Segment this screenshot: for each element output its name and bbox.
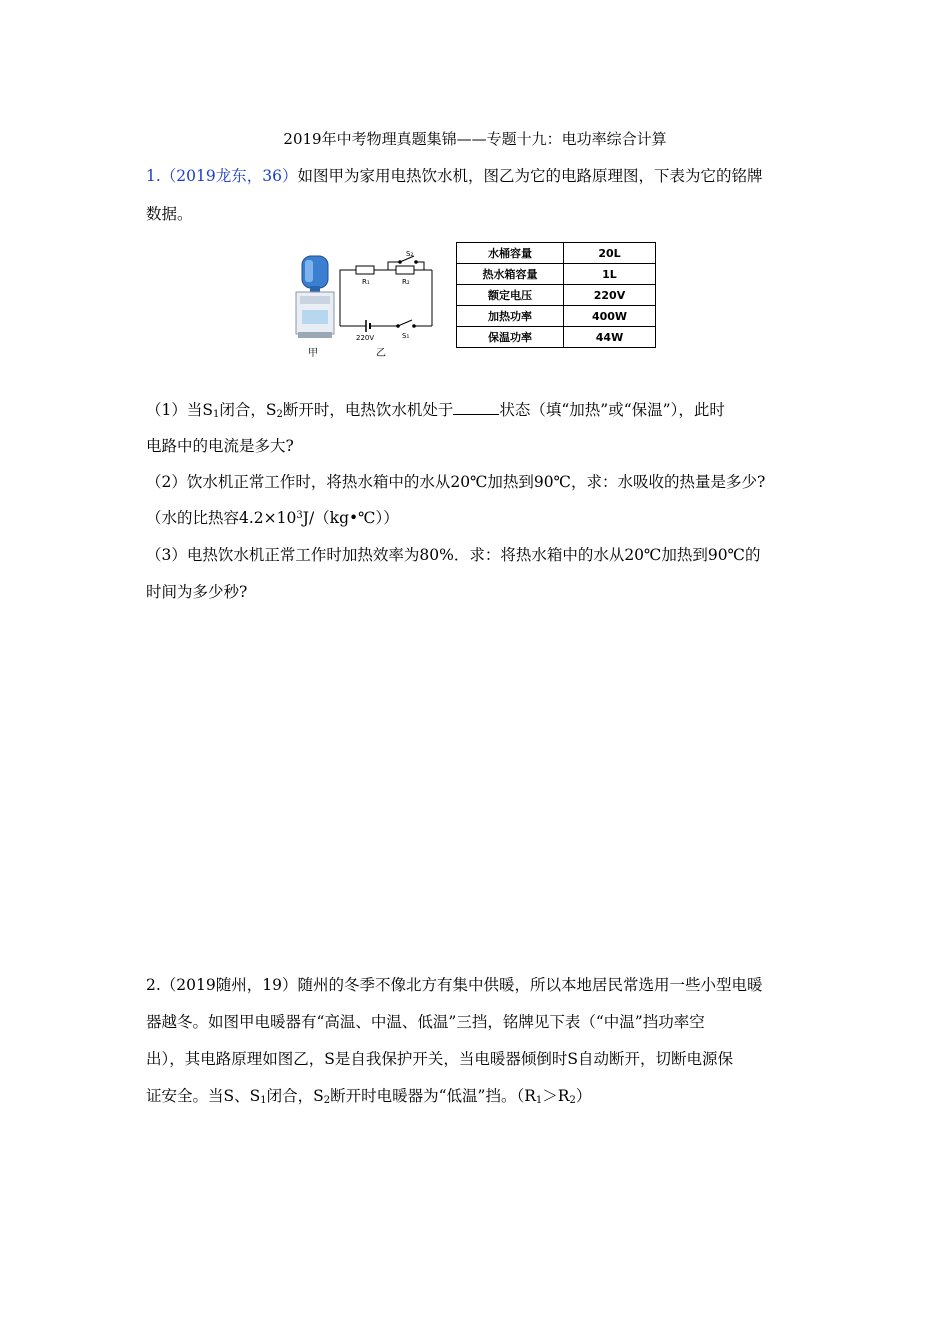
page-title: 2019年中考物理真题集锦——专题十九：电功率综合计算 xyxy=(283,130,667,148)
table-key: 热水箱容量 xyxy=(457,264,564,285)
label-jia: 甲 xyxy=(308,348,318,359)
table-row xyxy=(457,306,656,327)
q1-sub2-line2: （水的比热容$4.2\times 10^3J/(kg•℃)$） xyxy=(146,509,399,527)
q1-sub1-line2: 电路中的电流是多大? xyxy=(146,437,294,455)
q1-stem-text: 如图甲为家用电热饮水机，图乙为它的电路原理图，下表为它的铭牌 xyxy=(297,167,763,185)
q2-line1: 2.（2019随州，19）随州的冬季不像北方有集中供暖，所以本地居民常选用一些小型电暖 xyxy=(146,976,763,994)
nameplate-table xyxy=(456,242,656,348)
r1-label: R₁ xyxy=(362,278,370,286)
voltage-label: 220V xyxy=(356,334,375,342)
table-key: 保温功率 xyxy=(457,327,564,348)
q2-line4: 证安全。当S、$S_1$闭合，$S_2$断开时电暖器为“低温”挡。$(R_1>R_2)$ xyxy=(146,1087,592,1106)
q1-stem-line2: 数据。 xyxy=(146,205,193,223)
q1-figure xyxy=(290,242,670,362)
table-key: 额定电压 xyxy=(457,285,564,306)
table-key: 加热功率 xyxy=(457,306,564,327)
label-yi: 乙 xyxy=(376,348,386,359)
table-row xyxy=(457,264,656,285)
q2-line2: 器越冬。如图甲电暖器有“高温、中温、低温”三挡，铭牌见下表（“中温”挡功率空 xyxy=(146,1013,705,1031)
q1-sub1-line1: （1）当$S_1$闭合，$S_2$断开时，电热饮水机处于 状态（填“加热”或“保温”），此时 xyxy=(146,401,725,420)
s1-label: S₁ xyxy=(402,332,410,340)
table-row xyxy=(457,285,656,306)
q1-sub3-line2: 时间为多少秒? xyxy=(146,583,248,601)
table-key: 水桶容量 xyxy=(457,243,564,264)
q2-line3: 出），其电路原理如图乙，S是自我保护开关，当电暖器倾倒时S自动断开，切断电源保 xyxy=(146,1050,733,1068)
q1-source: 1.（2019龙东，36） xyxy=(146,167,298,185)
q1-stem-line1 xyxy=(146,164,762,186)
q1-sub2-line1: （2）饮水机正常工作时，将热水箱中的水从20℃加热到90℃，求：水吸收的热量是多少? xyxy=(146,473,766,491)
q1-sub3-line1: （3）电热饮水机正常工作时加热效率为80%．求：将热水箱中的水从20℃加热到90℃的 xyxy=(146,546,761,564)
water-dispenser-illustration xyxy=(296,256,334,338)
r2-label: R₂ xyxy=(402,278,410,286)
table-value: 400W xyxy=(564,306,656,327)
circuit xyxy=(340,256,432,332)
answer-blank[interactable] xyxy=(453,402,499,415)
table-value: 1L xyxy=(564,264,656,285)
table-value: 20L xyxy=(564,243,656,264)
water-dispenser-circuit-diagram xyxy=(290,242,456,362)
table-value: 44W xyxy=(564,327,656,348)
s2-label: S₂ xyxy=(406,250,414,258)
table-row xyxy=(457,243,656,264)
table-row xyxy=(457,327,656,348)
table-value: 220V xyxy=(564,285,656,306)
